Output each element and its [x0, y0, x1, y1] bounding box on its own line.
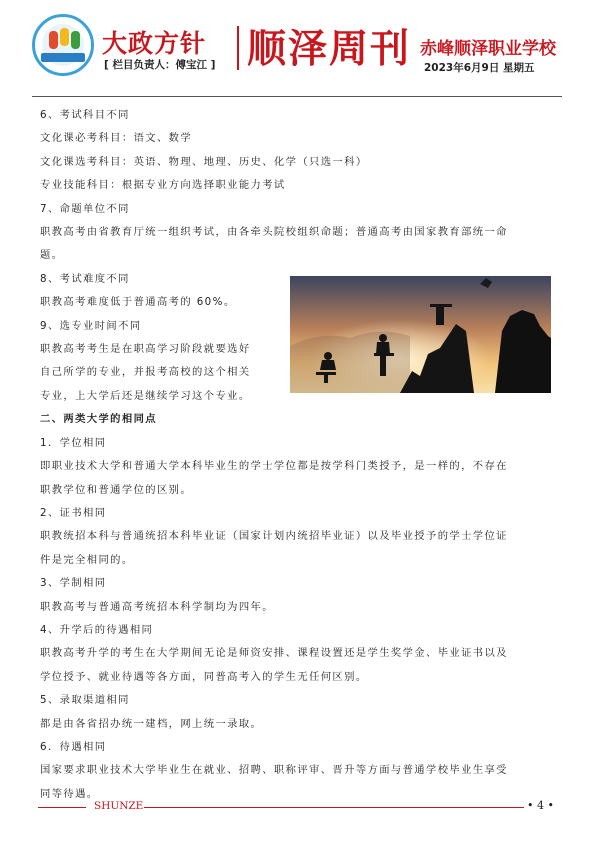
teamwork-silhouette-photo	[290, 276, 551, 393]
paragraph-line: 即职业技术大学和普通大学本科毕业生的学士学位都是按学科门类授予，是一样的，不存在	[40, 460, 508, 473]
paragraph-line: 职教高考难度低于普通高考的 60%。	[40, 296, 236, 309]
section-heading: 7、命题单位不同	[40, 202, 130, 215]
section-heading: 8、考试难度不同	[40, 272, 130, 285]
section-heading: 2、证书相同	[40, 506, 107, 519]
paragraph-line: 职教高考与普通高考统招本科学制均为四年。	[40, 600, 274, 613]
paragraph-line: 同等待遇。	[40, 787, 99, 800]
section-heading: 4、升学后的待遇相同	[40, 623, 154, 636]
paragraph-line: 自己所学的专业，并报考高校的这个相关	[40, 366, 251, 379]
paragraph-line: 题。	[40, 249, 64, 262]
section-heading: 6、考试科目不同	[40, 109, 130, 121]
column-editor: [ 栏目负责人：傅宝江 ]	[104, 59, 216, 71]
footer-rule-right	[144, 807, 544, 808]
footer-brand: SHUNZE	[94, 800, 144, 812]
section-heading: 1．学位相同	[40, 436, 107, 449]
paragraph-line: 职教学位和普通学位的区别。	[40, 483, 193, 496]
page-header	[0, 0, 595, 100]
header-divider	[237, 26, 239, 70]
section-heading: 5、录取渠道相同	[40, 694, 130, 707]
section-heading: 6．待遇相同	[40, 740, 107, 753]
header-rule	[32, 96, 562, 97]
page-number: • 4 •	[524, 799, 557, 812]
paragraph-line: 文化课必考科目：语文、数学	[40, 132, 193, 145]
article-body	[40, 104, 554, 806]
school-logo-icon	[32, 14, 94, 76]
paragraph-line: 职教高考升学的考生在大学期间无论是师资安排、课程设置还是学生奖学金、毕业证书以及	[40, 647, 508, 660]
paragraph-line: 件是完全相同的。	[40, 553, 134, 566]
issue-date: 2023年6月9日 星期五	[424, 62, 535, 74]
major-heading: 二、两类大学的相同点	[40, 413, 157, 426]
page-footer	[38, 799, 558, 822]
paragraph-line: 国家要求职业技术大学毕业生在就业、招聘、职称评审、晋升等方面与普通学校毕业生享受	[40, 764, 508, 777]
school-name: 赤峰顺泽职业学校	[420, 39, 556, 59]
paragraph-line: 学位授予、就业待遇等各方面，同普高考入的学生无任何区别。	[40, 670, 368, 683]
paragraph-line: 专业，上大学后还是继续学习这个专业。	[40, 389, 251, 402]
paragraph-line: 都是由各省招办统一建档，网上统一录取。	[40, 717, 263, 730]
paragraph-line: 专业技能科目：根据专业方向选择职业能力考试	[40, 179, 286, 192]
section-heading: 9、选专业时间不同	[40, 319, 142, 332]
paragraph-line: 职教统招本科与普通统招本科毕业证（国家计划内统招毕业证）以及毕业授予的学士学位证	[40, 530, 508, 543]
section-heading: 3、学制相同	[40, 577, 107, 590]
paragraph-line: 职教高考由省教育厅统一组织考试，由各牵头院校组织命题；普通高考由国家教育部统一命	[40, 226, 508, 239]
footer-rule-left	[38, 807, 86, 808]
column-title: 大政方针	[102, 29, 207, 58]
paper-title: 顺泽周刊	[247, 27, 412, 72]
paragraph-line: 职教高考考生是在职高学习阶段就要选好	[40, 343, 251, 356]
paragraph-line: 文化课选考科目：英语、物理、地理、历史、化学（只选一科）	[40, 155, 368, 168]
